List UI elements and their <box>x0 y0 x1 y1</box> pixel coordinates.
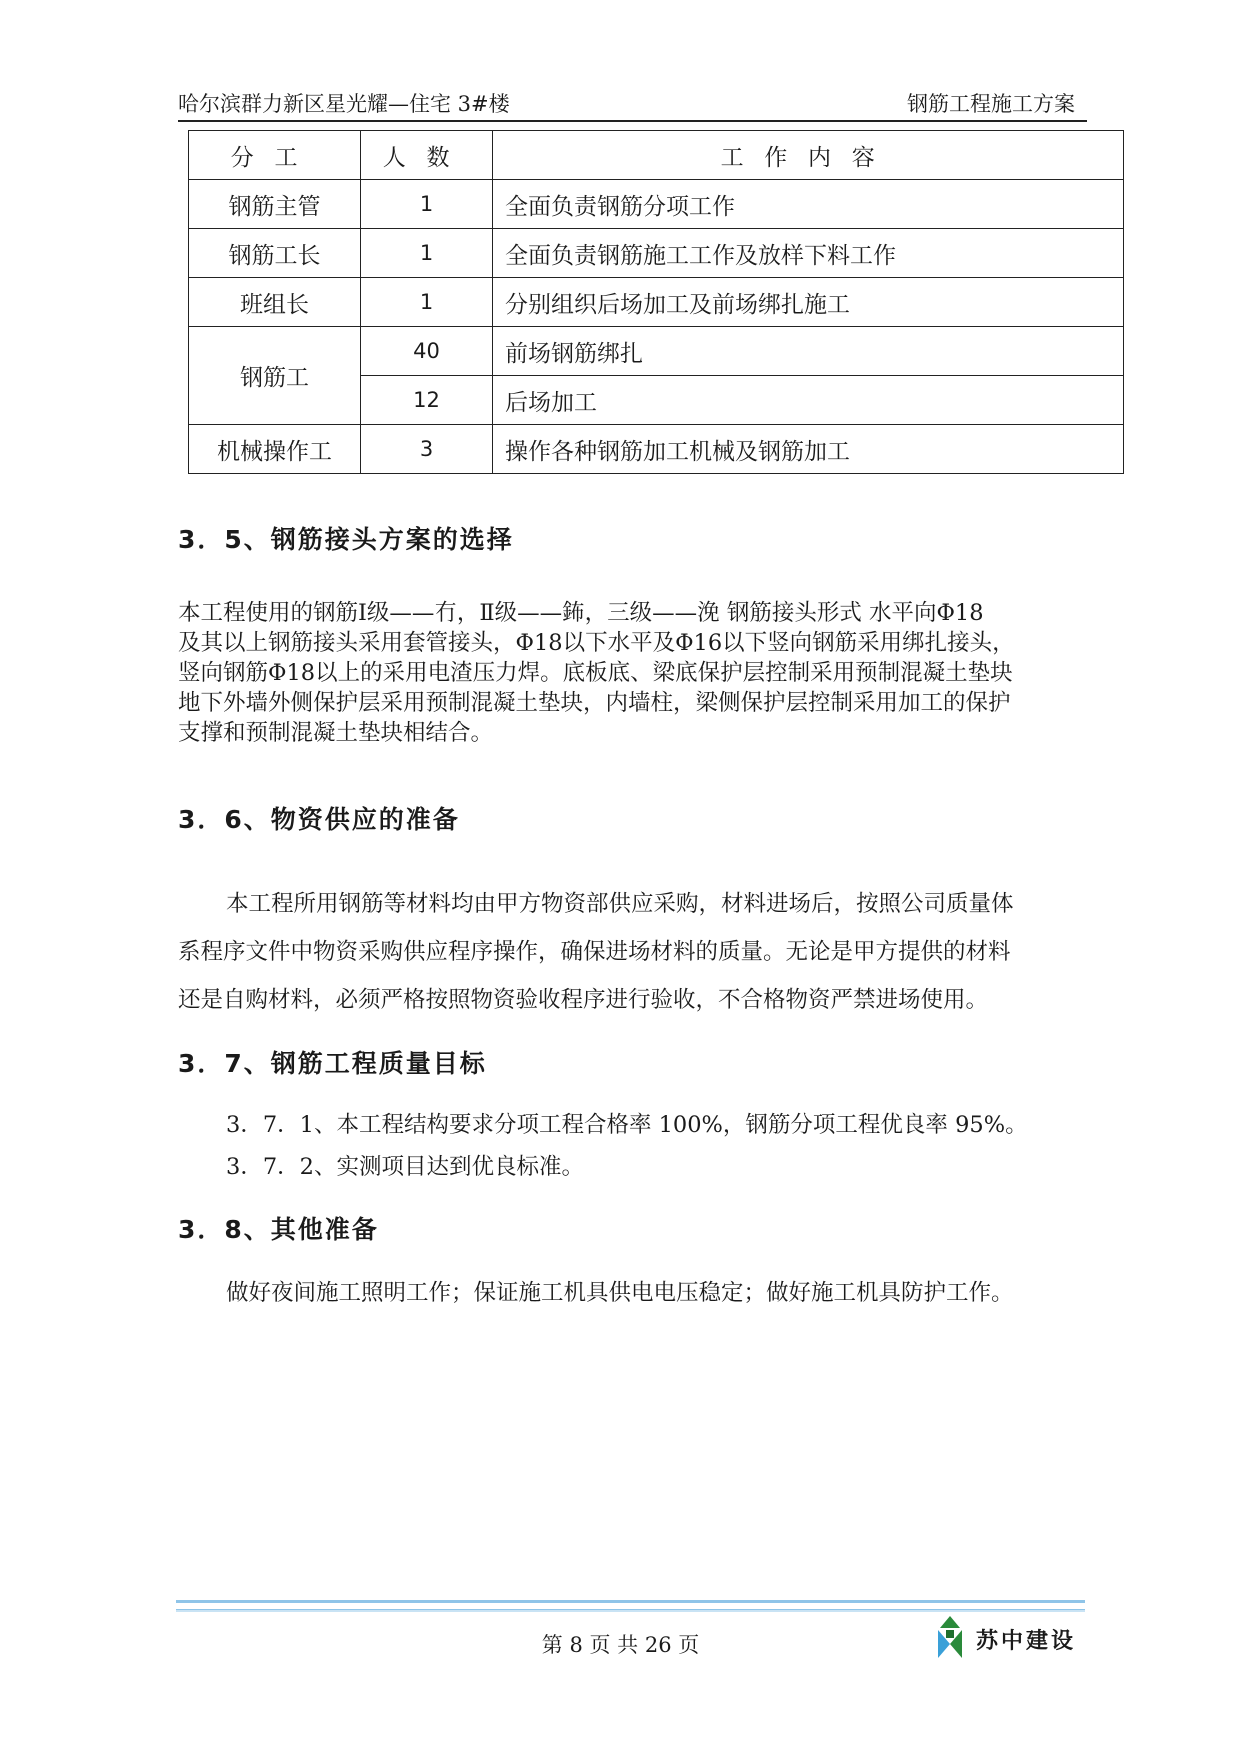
footer-rule-thin <box>176 1610 1085 1612</box>
paragraph-line: 本工程使用的钢筋Ⅰ级——冇，Ⅱ级——鈽，三级——浼 钢筋接头形式 水平向Φ18 <box>178 600 984 626</box>
staffing-table <box>188 130 1124 474</box>
list-item: 3．7．1、本工程结构要求分项工程合格率 100%，钢筋分项工程优良率 95%。 <box>226 1112 1028 1138</box>
paragraph-line: 支撑和预制混凝土垫块相结合。 <box>178 720 494 746</box>
count-cell: 1 <box>361 180 493 229</box>
header-project-title: 哈尔滨群力新区星光耀—住宅 3#楼 <box>178 92 510 116</box>
count-cell: 1 <box>361 278 493 327</box>
section-paragraph <box>178 880 1090 1024</box>
table-row <box>189 327 1124 376</box>
role-cell: 钢筋主管 <box>189 180 361 229</box>
paragraph-line: 竖向钢筋Φ18以上的采用电渣压力焊。底板底、梁底保护层控制采用预制混凝土垫块 <box>178 660 1013 686</box>
company-logo <box>930 1614 1080 1662</box>
section-heading: 3．6、物资供应的准备 <box>178 805 460 834</box>
list-item: 3．7．2、实测项目达到优良标准。 <box>226 1154 584 1180</box>
task-cell: 前场钢筋绑扎 <box>493 327 1124 376</box>
count-cell: 12 <box>361 376 493 425</box>
count-cell: 1 <box>361 229 493 278</box>
table-header-row <box>189 131 1124 180</box>
table-row <box>189 425 1124 474</box>
header-count: 人数 <box>361 131 493 180</box>
page-number: 第 8 页 共 26 页 <box>541 1633 700 1657</box>
table-row <box>189 180 1124 229</box>
header-role: 分工 <box>189 131 361 180</box>
role-cell: 钢筋工长 <box>189 229 361 278</box>
section-paragraph <box>178 1278 1090 1308</box>
role-cell: 机械操作工 <box>189 425 361 474</box>
role-cell: 钢筋工 <box>189 327 361 425</box>
paragraph-line: 还是自购材料，必须严格按照物资验收程序进行验收，不合格物资严禁进场使用。 <box>178 987 989 1013</box>
section-heading: 3．5、钢筋接头方案的选择 <box>178 525 514 554</box>
task-cell: 操作各种钢筋加工机械及钢筋加工 <box>493 425 1124 474</box>
paragraph-line: 系程序文件中物资采购供应程序操作，确保进场材料的质量。无论是甲方提供的材料 <box>178 939 1011 965</box>
section-heading: 3．7、钢筋工程质量目标 <box>178 1049 487 1078</box>
header-document-title: 钢筋工程施工方案 <box>907 92 1075 116</box>
paragraph-line: 地下外墙外侧保护层采用预制混凝土垫块，内墙柱，梁侧保护层控制采用加工的保护 <box>178 690 1011 716</box>
table-row <box>189 278 1124 327</box>
section-paragraph <box>178 598 1090 748</box>
paragraph-line: 及其以上钢筋接头采用套管接头，Φ18以下水平及Φ16以下竖向钢筋采用绑扎接头， <box>178 630 1015 656</box>
page-header <box>178 86 1087 122</box>
section-heading: 3．8、其他准备 <box>178 1215 379 1244</box>
task-cell: 分别组织后场加工及前场绑扎施工 <box>493 278 1124 327</box>
paragraph-line: 做好夜间施工照明工作；保证施工机具供电电压稳定；做好施工机具防护工作。 <box>226 1280 1014 1306</box>
company-logo-icon <box>930 1614 970 1662</box>
paragraph-line: 本工程所用钢筋等材料均由甲方物资部供应采购，材料进场后，按照公司质量体 <box>226 891 1014 917</box>
table-row <box>189 229 1124 278</box>
count-cell: 40 <box>361 327 493 376</box>
count-cell: 3 <box>361 425 493 474</box>
task-cell: 全面负责钢筋施工工作及放样下料工作 <box>493 229 1124 278</box>
header-task: 工作内容 <box>493 131 1124 180</box>
role-cell: 班组长 <box>189 278 361 327</box>
task-cell: 全面负责钢筋分项工作 <box>493 180 1124 229</box>
task-cell: 后场加工 <box>493 376 1124 425</box>
company-name: 苏中建设 <box>976 1628 1077 1654</box>
quality-goals-list <box>178 1104 1090 1188</box>
